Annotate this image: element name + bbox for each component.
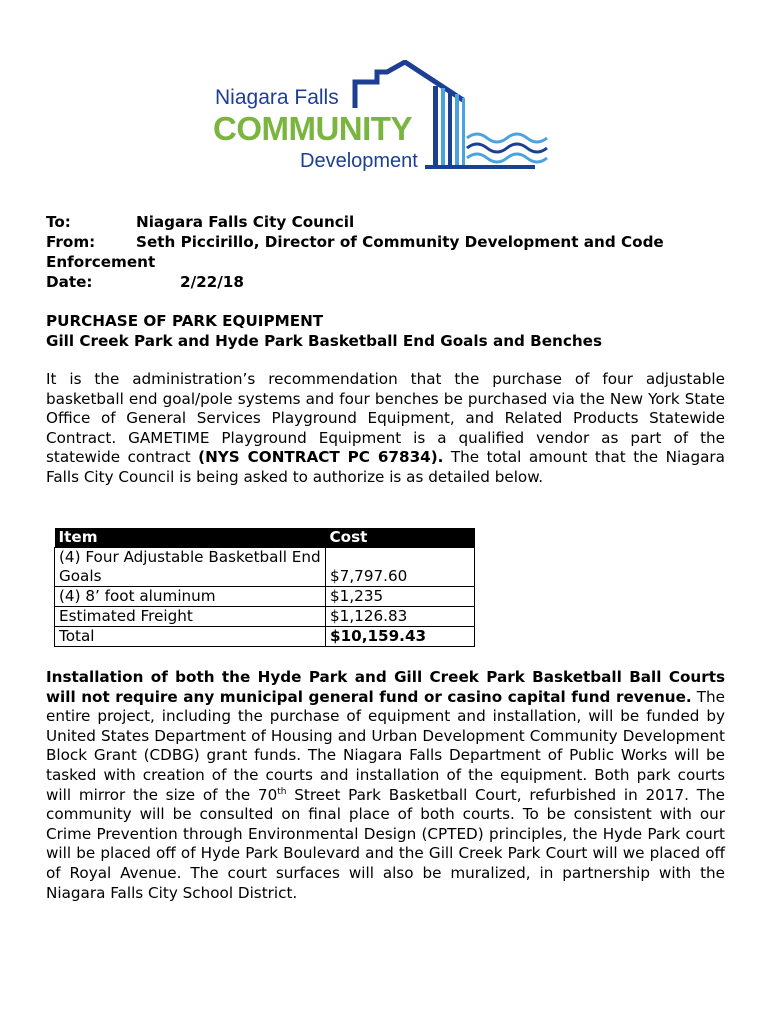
- table-cell-item: Estimated Freight: [55, 607, 326, 627]
- memo-subject: [46, 311, 736, 351]
- memo-to-label: To:: [46, 213, 71, 231]
- installation-paragraph: [46, 668, 725, 903]
- table-row: [55, 607, 475, 627]
- memo-date-label: Date:: [46, 273, 93, 291]
- paragraph1-text-a: It is the administration’s recommendation that the purchase of four adjustable basketball end goal/pole systems and four benches be purchased via the New York State Office of General Services Playground Equipment, and Related Products Statewide Contract. GAMETIME Playground Equipment is a qualified vendor as part of the statewide contract: [46, 370, 725, 467]
- logo-text-community: COMMUNITY: [213, 110, 412, 147]
- table-cell-cost: $1,235: [326, 587, 475, 607]
- paragraph2-ordinal-suffix: th: [277, 786, 287, 797]
- paragraph1-text-b: The total amount that the Niagara Falls City Council is being asked to authorize is as detailed below.: [46, 448, 725, 486]
- table-cell-cost: $7,797.60: [326, 548, 475, 587]
- cost-table: [54, 528, 475, 647]
- niagara-falls-community-development-logo: [205, 60, 565, 180]
- paragraph1-contract-number: (NYS CONTRACT PC 67834).: [198, 448, 444, 467]
- subject-line-1: PURCHASE OF PARK EQUIPMENT: [46, 312, 324, 330]
- table-cell-total-cost: $10,159.43: [326, 627, 475, 647]
- table-cell-total-label: Total: [55, 627, 326, 647]
- table-row-total: [55, 627, 475, 647]
- table-cell-item: (4) 8’ foot aluminum: [55, 587, 326, 607]
- logo-text-niagara-falls: Niagara Falls: [215, 86, 339, 109]
- cost-table-header-row: [55, 528, 475, 548]
- table-row: [55, 587, 475, 607]
- memo-from-value-continued: Enforcement: [46, 253, 156, 271]
- table-cell-cost: $1,126.83: [326, 607, 475, 627]
- column-header-item: Item: [55, 528, 326, 548]
- memo-header: [46, 212, 726, 292]
- memo-to-row: [46, 212, 726, 232]
- table-row: [55, 548, 475, 587]
- logo-text-development: Development: [300, 150, 418, 172]
- memo-from-value: Seth Piccirillo, Director of Community Development and Code: [136, 233, 664, 251]
- paragraph2-bold-statement: Installation of both the Hyde Park and Gill Creek Park Basketball Ball Courts will not require any municipal general fund or casino capital fund revenue.: [46, 668, 725, 706]
- column-header-cost: Cost: [326, 528, 475, 548]
- memo-from-row: [46, 232, 726, 252]
- memo-from-label: From:: [46, 233, 96, 251]
- memo-to-value: Niagara Falls City Council: [136, 213, 355, 231]
- paragraph2-text-b: Street Park Basketball Court, refurbished in 2017. The community will be consulted on final place of both courts. To be consistent with our Crime Prevention through Environmental Design (CPTED) principles, the Hyde Park court will be placed off of Hyde Park Boulevard and the Gill Creek Park Court will we placed off of Royal Avenue. The court surfaces will also be muralized, in partnership with the Niagara Falls City School District.: [46, 785, 725, 902]
- memo-date-row: [46, 272, 726, 292]
- recommendation-paragraph: [46, 370, 725, 488]
- paragraph2-text-a: The entire project, including the purchase of equipment and installation, will be funded by United States Department of Housing and Urban Development Community Development Block Grant (CDBG) grant funds. The Niagara Falls Department of Public Works will be tasked with creation of the courts and installation of the equipment. Both park courts will mirror the size of the 70: [46, 687, 725, 804]
- subject-line-2: Gill Creek Park and Hyde Park Basketball End Goals and Benches: [46, 332, 603, 350]
- table-cell-item: (4) Four Adjustable Basketball End Goals: [55, 548, 326, 587]
- memo-from-continued-row: [46, 252, 726, 272]
- memo-date-value: 2/22/18: [180, 273, 244, 291]
